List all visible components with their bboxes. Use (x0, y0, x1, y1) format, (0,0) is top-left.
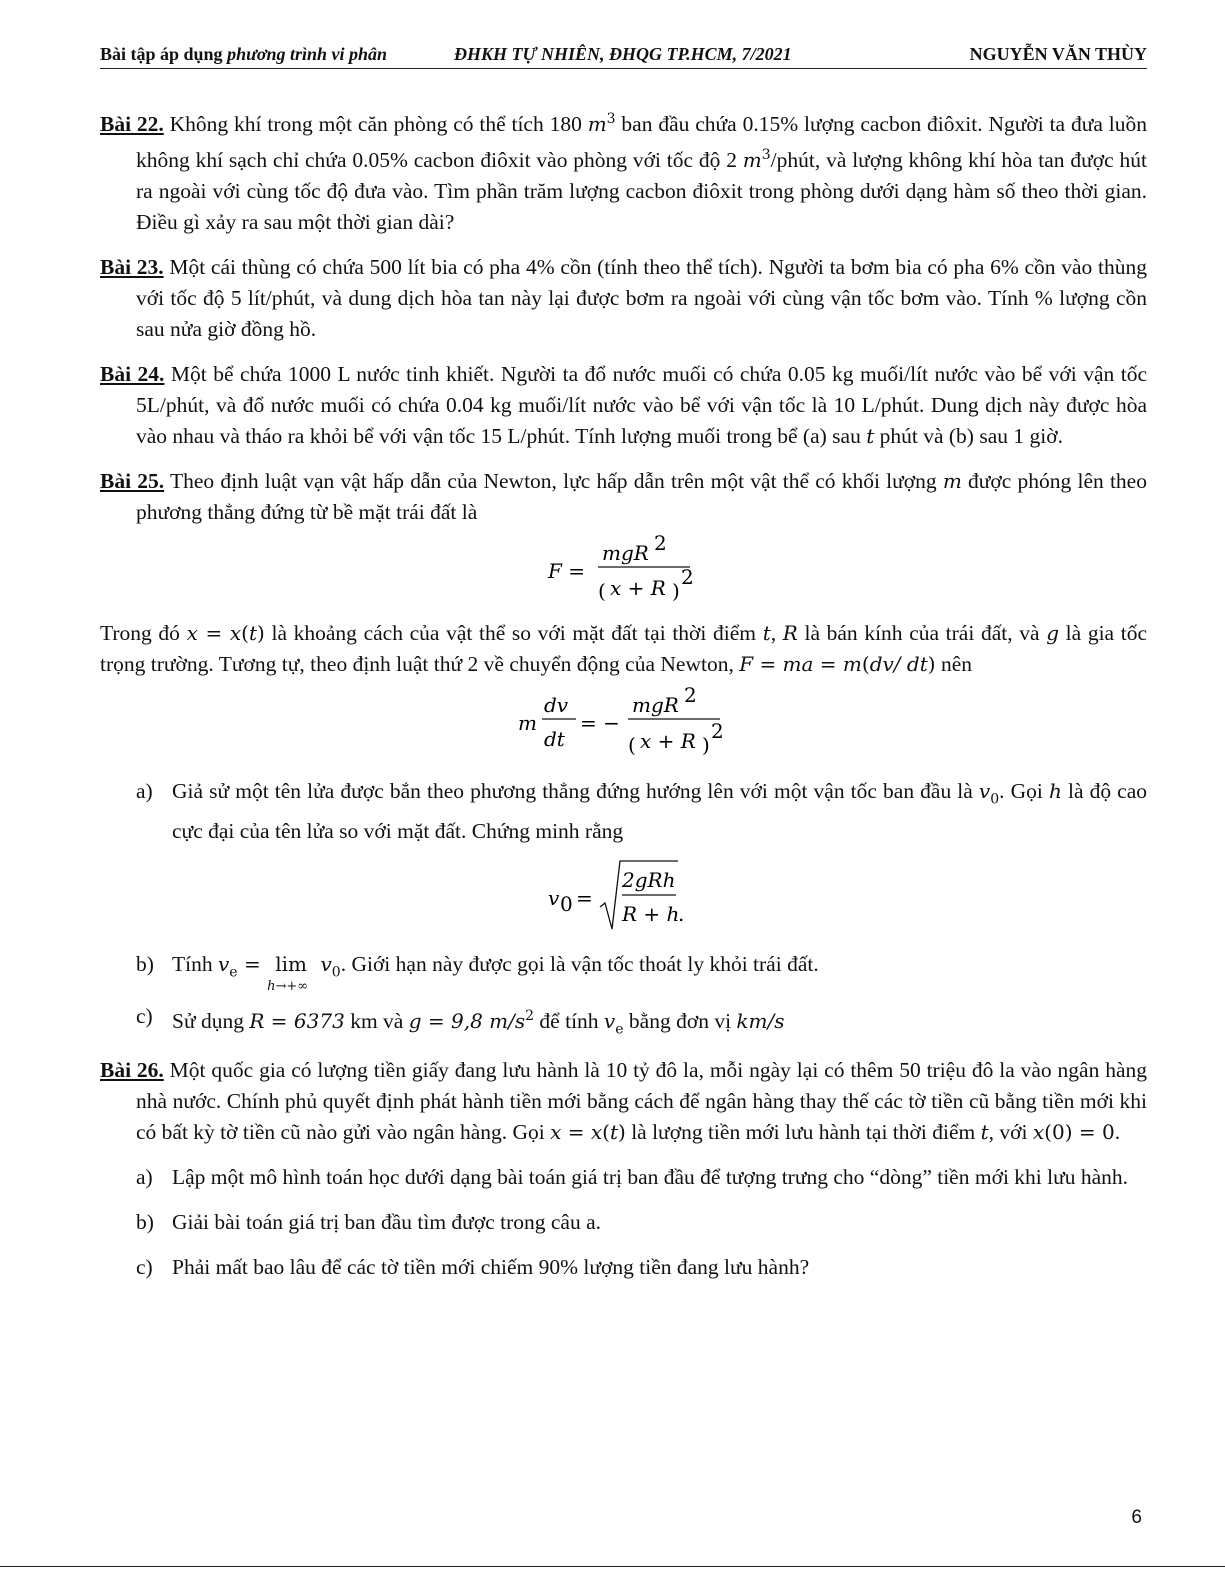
math-sub: 0 (990, 791, 1000, 808)
eq-lhs-sub: 0 (559, 891, 573, 916)
text: là gia tốc trọng trường. Tương tự, theo định luật thứ 2 về chuyển động của Newton, (100, 621, 1147, 677)
paren-open: ( (627, 733, 636, 758)
item-marker: c) (136, 1255, 153, 1280)
problem-23 (100, 252, 1147, 345)
problem-24 (100, 359, 1147, 452)
item-marker: b) (136, 1210, 154, 1235)
text: Một bể chứa 1000 L nước tinh khiết. Người ta đổ nước muối có chứa 0.05 kg muối/lít nước vào bể với vận tốc 5L/phút, và đổ nước muối có chứa 0.04 kg muối/lít nước vào bể với vận tốc là 10 L/phút. Dung dịch này được hòa vào nhau và tháo ra khỏi bể với vận tốc 15 L/phút. Tính lượng muối trong bể (a) sau (136, 362, 1147, 449)
page-content (100, 104, 1147, 1291)
text: Không khí trong một căn phòng có thể tích 180 (163, 112, 588, 137)
eq-sign: = − (579, 711, 620, 736)
problem-25-part-c (100, 1001, 1147, 1045)
math: R (782, 621, 798, 646)
math-sup: 3 (761, 147, 771, 164)
text: . Gọi (999, 779, 1049, 804)
eq-den-sup: 2 (680, 565, 694, 590)
paren: ( (861, 652, 870, 677)
eq-dv: dv (543, 693, 568, 718)
eq-den-sup: 2 (710, 719, 724, 744)
text: là lượng tiền mới lưu hành tại thời điểm (625, 1120, 981, 1145)
item-marker: b) (136, 951, 154, 976)
text: để tính (534, 1008, 604, 1033)
header-middle: ĐHKH TỰ NHIÊN, ĐHQG TP.HCM, 7/2021 (454, 44, 792, 64)
paren: ) (927, 652, 936, 677)
problem-label: Bài 24. (100, 362, 165, 387)
math: m (742, 148, 762, 173)
problem-label: Bài 22. (100, 112, 164, 137)
limit (267, 949, 315, 994)
equation-motion (100, 686, 1147, 768)
lim: lim (275, 951, 307, 976)
item-marker: c) (136, 1003, 153, 1028)
text: Một quốc gia có lượng tiền giấy đang lưu hành là 10 tỷ đô la, mỗi ngày lại có thêm 50 triệu đô la vào ngân hàng nhà nước. Chính phủ quyết định phát hành tiền mới bằng cách để ngân hàng thay thế các tờ tiền cũ bằng tiền mới khi có bất kỳ tờ tiền cũ nào gửi vào ngân hàng. Gọi (136, 1058, 1147, 1145)
problem-25 (100, 466, 1147, 528)
text: Một cái thùng có chứa 500 lít bia có pha 4% cồn (tính theo thể tích). Người ta bơm bia có pha 6% cồn vào thùng với tốc độ 5 lít/phút, và dung dịch hòa tan này lại được bơm ra ngoài với cùng vận tốc bơm vào. Tính % lượng cồn sau nửa giờ đồng hồ. (136, 255, 1147, 342)
page-header (100, 42, 1147, 69)
text: là độ cao cực đại của tên lửa so với mặt đất. Chứng minh rằng (172, 779, 1148, 843)
math: m (942, 469, 962, 494)
equation-force-svg (544, 534, 704, 606)
text: Sử dụng (172, 1008, 250, 1033)
text: Theo định luật vạn vật hấp dẫn của Newton, lực hấp dẫn trên một vật thể có khối lượng (164, 469, 943, 494)
equation-escape-svg (544, 855, 704, 935)
math: t (248, 621, 258, 646)
header-right: NGUYỄN VĂN THÙY (969, 44, 1147, 64)
math: v (217, 951, 230, 976)
math: m (587, 112, 607, 137)
math: dv/ dt (869, 652, 928, 677)
paren: ( (602, 1120, 610, 1145)
math-sup: 3 (606, 111, 616, 127)
eq-lhs: F = (547, 559, 585, 584)
text: là khoảng cách của vật thể so với mặt đất tại thời điểm (264, 621, 763, 646)
math: km/s (736, 1008, 785, 1033)
bottom-rule (0, 1566, 1225, 1567)
text: km và (344, 1008, 409, 1033)
math: v (978, 779, 991, 804)
eq-denominator: x + R (639, 729, 696, 754)
item-marker: a) (136, 779, 153, 804)
paren: ) (1064, 1120, 1073, 1145)
page-number: 6 (1131, 1507, 1142, 1528)
math-sup: 2 (525, 1007, 535, 1024)
header-left-b: phương trình vi phân (227, 44, 388, 64)
item-marker: a) (136, 1165, 153, 1190)
equation-escape (100, 855, 1147, 941)
text: . (1114, 1120, 1121, 1145)
math-sub: e (615, 1021, 624, 1038)
paragraph-definitions (100, 618, 1147, 680)
math: = (237, 951, 268, 976)
math: g (1046, 621, 1060, 646)
problem-label: Bài 25. (100, 469, 165, 494)
text: Giải bài toán giá trị ban đầu tìm được trong câu a. (172, 1210, 602, 1235)
paren: ( (1044, 1120, 1052, 1145)
text: . Giới hạn này được gọi là vận tốc thoát ly khỏi trái đất. (340, 951, 819, 976)
eq-numerator: mgR (631, 693, 679, 718)
equation-force (100, 534, 1147, 612)
equation-motion-svg (514, 686, 734, 762)
problem-25-part-b (100, 949, 1147, 993)
problem-26-part-b (100, 1207, 1147, 1238)
eq-sign: = (575, 885, 593, 910)
text: , với (988, 1120, 1033, 1145)
math: v (320, 951, 332, 976)
math: h (1048, 779, 1062, 804)
header-left-a: Bài tập áp dụng (100, 44, 228, 64)
math: x = x (186, 621, 242, 646)
text: Lập một mô hình toán học dưới dạng bài toán giá trị ban đầu để tượng trưng cho “dòng” tiền mới khi lưu hành. (172, 1165, 1129, 1190)
text: Tính (172, 951, 218, 976)
eq-dt: dt (543, 727, 565, 752)
eq-m: m (517, 711, 537, 736)
paren-close: ) (701, 733, 710, 758)
text: bằng đơn vị (623, 1008, 737, 1033)
text: là bán kính của trái đất, và (797, 621, 1047, 646)
math: x = x (550, 1120, 603, 1145)
text: Giả sử một tên lửa được bắn theo phương thẳng đứng hướng lên với một vận tốc ban đầu là (172, 779, 979, 804)
eq-denominator: R + h (621, 901, 679, 926)
text: được phóng lên theo phương thẳng đứng từ bề mặt trái đất là (136, 469, 1147, 525)
paren-close: ) (671, 579, 680, 604)
math: x (1032, 1120, 1045, 1145)
eq-num-sup: 2 (653, 534, 667, 556)
paren-open: ( (597, 579, 606, 604)
eq-end: . (677, 901, 684, 926)
problem-22 (100, 104, 1147, 238)
math: F = ma = m (739, 652, 862, 677)
problem-25-part-a (100, 776, 1147, 846)
text: Trong đó (100, 621, 187, 646)
text: ban đầu chứa 0.15% lượng cacbon điôxit. Người ta đưa luồn không khí sạch chỉ chứa 0.05% cacbon điôxit vào phòng với tốc độ 2 (136, 112, 1147, 173)
eq-lhs: v (547, 885, 559, 910)
math: = 0 (1072, 1120, 1115, 1145)
text: /phút, và lượng không khí hòa tan được hút ra ngoài với cùng tốc độ đưa vào. Tìm phần trăm lượng cacbon điôxit trong phòng dưới dạng hàm số theo thời gian. Điều gì xảy ra sau một thời gian dài? (136, 148, 1147, 235)
text: Phải mất bao lâu để các tờ tiền mới chiếm 90% lượng tiền đang lưu hành? (172, 1255, 810, 1280)
text: nên (935, 652, 972, 677)
eq-denominator: x + R (609, 576, 666, 601)
problem-label: Bài 23. (100, 255, 164, 280)
problem-26-part-a (100, 1162, 1147, 1193)
math: R = 6373 (249, 1008, 345, 1033)
problem-label: Bài 26. (100, 1058, 164, 1083)
math: t (609, 1120, 618, 1145)
math: t (762, 621, 771, 646)
math: t (980, 1120, 989, 1145)
problem-26-part-c (100, 1252, 1147, 1283)
header-left (100, 44, 387, 65)
problem-26 (100, 1055, 1147, 1148)
math-sub: 0 (331, 963, 341, 980)
math: 0 (1051, 1120, 1065, 1145)
eq-num-sup: 2 (683, 686, 697, 708)
eq-numerator: 2gRh (621, 867, 675, 892)
math: t (866, 424, 875, 449)
math: g = 9,8 m/s (408, 1008, 526, 1033)
math-sub: e (229, 963, 238, 980)
math: v (603, 1008, 616, 1033)
lim-sub: h→+∞ (267, 978, 309, 994)
paren: ) (618, 1120, 626, 1145)
paren: ) (257, 621, 265, 646)
eq-numerator: mgR (601, 541, 649, 566)
text: , (770, 621, 783, 646)
paren: ( (241, 621, 249, 646)
text: phút và (b) sau 1 giờ. (874, 424, 1063, 449)
